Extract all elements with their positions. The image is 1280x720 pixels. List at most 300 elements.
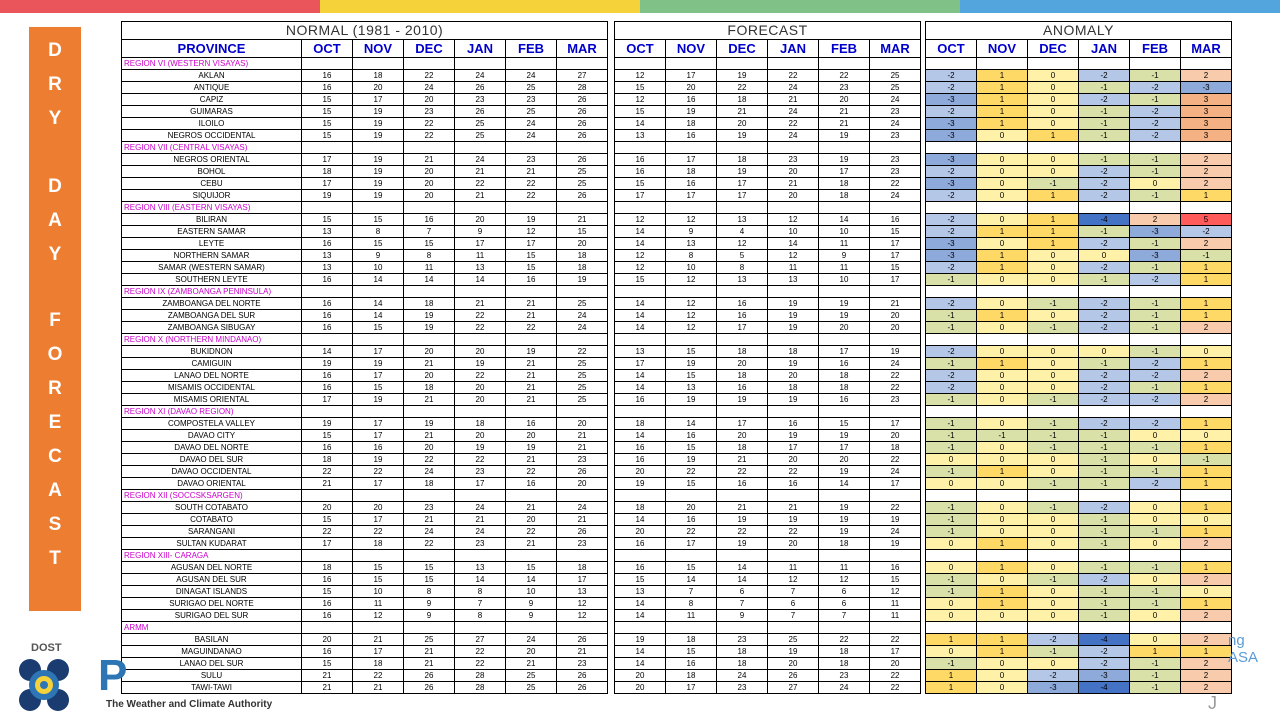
forecast-cell: 17 bbox=[717, 178, 768, 190]
anomaly-cell: 0 bbox=[926, 538, 977, 550]
normal-cell: 26 bbox=[557, 118, 608, 130]
anomaly-cell: -1 bbox=[1079, 538, 1130, 550]
anomaly-cell: 1 bbox=[1028, 214, 1079, 226]
forecast-cell: 11 bbox=[768, 562, 819, 574]
empty-cell bbox=[1028, 622, 1079, 634]
empty-cell bbox=[455, 286, 506, 298]
anomaly-cell: -2 bbox=[926, 226, 977, 238]
table-row bbox=[926, 130, 1232, 142]
table-row bbox=[926, 538, 1232, 550]
forecast-cell: 21 bbox=[819, 118, 870, 130]
table-row bbox=[926, 430, 1232, 442]
normal-cell: 18 bbox=[353, 70, 404, 82]
anomaly-cell: 0 bbox=[1130, 634, 1181, 646]
normal-cell: 28 bbox=[455, 670, 506, 682]
banner-letter: R bbox=[48, 74, 62, 95]
forecast-cell: 18 bbox=[768, 346, 819, 358]
normal-cell: 25 bbox=[557, 166, 608, 178]
anomaly-cell: -2 bbox=[1079, 94, 1130, 106]
forecast-cell: 14 bbox=[666, 418, 717, 430]
forecast-cell: 20 bbox=[768, 454, 819, 466]
forecast-cell: 20 bbox=[615, 526, 666, 538]
table-row bbox=[122, 454, 608, 466]
forecast-cell: 20 bbox=[768, 190, 819, 202]
normal-cell: 15 bbox=[353, 238, 404, 250]
forecast-cell: 16 bbox=[666, 178, 717, 190]
anomaly-cell: 0 bbox=[1079, 346, 1130, 358]
forecast-cell: 13 bbox=[615, 130, 666, 142]
forecast-cell: 18 bbox=[768, 382, 819, 394]
forecast-cell: 17 bbox=[615, 358, 666, 370]
anomaly-cell: -1 bbox=[926, 502, 977, 514]
empty-cell bbox=[1079, 622, 1130, 634]
anomaly-cell: 0 bbox=[1028, 466, 1079, 478]
normal-cell: 16 bbox=[302, 274, 353, 286]
normal-cell: 22 bbox=[404, 454, 455, 466]
forecast-cell: 19 bbox=[819, 130, 870, 142]
anomaly-cell: -1 bbox=[1130, 166, 1181, 178]
forecast-cell: 20 bbox=[717, 118, 768, 130]
normal-cell: 18 bbox=[557, 262, 608, 274]
anomaly-cell: 0 bbox=[977, 154, 1028, 166]
forecast-cell: 19 bbox=[819, 466, 870, 478]
anomaly-cell: 1 bbox=[977, 634, 1028, 646]
province-name: SOUTH COTABATO bbox=[122, 502, 302, 514]
anomaly-cell: -1 bbox=[1079, 274, 1130, 286]
empty-cell bbox=[977, 622, 1028, 634]
forecast-cell: 22 bbox=[870, 502, 921, 514]
anomaly-cell: -1 bbox=[1028, 394, 1079, 406]
forecast-cell: 17 bbox=[666, 154, 717, 166]
anomaly-cell: 0 bbox=[1028, 118, 1079, 130]
empty-cell bbox=[717, 406, 768, 418]
empty-cell bbox=[717, 334, 768, 346]
forecast-cell: 12 bbox=[717, 238, 768, 250]
anomaly-cell: -3 bbox=[926, 250, 977, 262]
normal-cell: 15 bbox=[353, 214, 404, 226]
normal-cell: 21 bbox=[302, 682, 353, 694]
anomaly-cell: 0 bbox=[1028, 358, 1079, 370]
forecast-cell: 14 bbox=[717, 574, 768, 586]
forecast-cell: 18 bbox=[819, 382, 870, 394]
anomaly-cell: 0 bbox=[1028, 382, 1079, 394]
normal-cell: 22 bbox=[506, 190, 557, 202]
empty-cell bbox=[926, 490, 977, 502]
empty-cell bbox=[1181, 622, 1232, 634]
forecast-cell: 17 bbox=[870, 238, 921, 250]
anomaly-cell: 1 bbox=[977, 94, 1028, 106]
table-title: FORECAST bbox=[615, 22, 921, 40]
table-row bbox=[615, 118, 921, 130]
forecast-cell: 4 bbox=[717, 226, 768, 238]
forecast-cell: 22 bbox=[666, 466, 717, 478]
forecast-cell: 18 bbox=[717, 646, 768, 658]
normal-cell: 17 bbox=[506, 238, 557, 250]
forecast-cell: 8 bbox=[666, 250, 717, 262]
forecast-cell: 18 bbox=[666, 634, 717, 646]
forecast-cell: 22 bbox=[870, 370, 921, 382]
normal-cell: 15 bbox=[302, 94, 353, 106]
normal-cell: 26 bbox=[557, 94, 608, 106]
table-row bbox=[615, 322, 921, 334]
province-name: GUIMARAS bbox=[122, 106, 302, 118]
normal-cell: 20 bbox=[455, 382, 506, 394]
table-row bbox=[926, 634, 1232, 646]
table-row bbox=[615, 178, 921, 190]
forecast-cell: 17 bbox=[870, 646, 921, 658]
normal-cell: 17 bbox=[353, 418, 404, 430]
forecast-cell: 15 bbox=[615, 574, 666, 586]
forecast-cell: 16 bbox=[870, 562, 921, 574]
empty-cell bbox=[870, 550, 921, 562]
empty-cell bbox=[1079, 406, 1130, 418]
top-color-stripe bbox=[0, 0, 1280, 13]
empty-cell bbox=[404, 406, 455, 418]
anomaly-cell: 2 bbox=[1181, 370, 1232, 382]
forecast-cell: 22 bbox=[819, 634, 870, 646]
anomaly-cell: 2 bbox=[1181, 634, 1232, 646]
forecast-cell: 18 bbox=[666, 118, 717, 130]
forecast-cell: 15 bbox=[819, 418, 870, 430]
anomaly-cell: 0 bbox=[1028, 586, 1079, 598]
forecast-cell: 12 bbox=[615, 250, 666, 262]
forecast-cell: 19 bbox=[615, 634, 666, 646]
forecast-cell: 20 bbox=[717, 430, 768, 442]
anomaly-cell: -1 bbox=[1079, 82, 1130, 94]
anomaly-cell: 1 bbox=[1181, 478, 1232, 490]
forecast-cell: 19 bbox=[768, 298, 819, 310]
province-name: COTABATO bbox=[122, 514, 302, 526]
forecast-cell: 13 bbox=[717, 214, 768, 226]
province-name: SULTAN KUDARAT bbox=[122, 538, 302, 550]
anomaly-cell: -2 bbox=[1130, 118, 1181, 130]
empty-cell bbox=[819, 406, 870, 418]
normal-cell: 22 bbox=[404, 118, 455, 130]
normal-cell: 22 bbox=[455, 370, 506, 382]
normal-cell: 21 bbox=[557, 442, 608, 454]
table-row bbox=[926, 394, 1232, 406]
forecast-cell: 20 bbox=[870, 430, 921, 442]
anomaly-cell: 1 bbox=[926, 670, 977, 682]
forecast-cell: 12 bbox=[615, 94, 666, 106]
anomaly-cell: 2 bbox=[1181, 178, 1232, 190]
normal-cell: 19 bbox=[506, 214, 557, 226]
normal-cell: 23 bbox=[404, 502, 455, 514]
province-name: EASTERN SAMAR bbox=[122, 226, 302, 238]
empty-cell bbox=[353, 406, 404, 418]
normal-cell: 15 bbox=[353, 562, 404, 574]
anomaly-cell: 2 bbox=[1181, 658, 1232, 670]
normal-cell: 17 bbox=[353, 430, 404, 442]
forecast-cell: 23 bbox=[870, 154, 921, 166]
table-row bbox=[926, 94, 1232, 106]
normal-cell: 9 bbox=[353, 250, 404, 262]
empty-cell bbox=[870, 142, 921, 154]
table-row bbox=[615, 442, 921, 454]
forecast-cell: 11 bbox=[819, 238, 870, 250]
forecast-cell: 24 bbox=[819, 682, 870, 694]
forecast-cell: 9 bbox=[819, 250, 870, 262]
table-row bbox=[926, 502, 1232, 514]
table-row bbox=[122, 394, 608, 406]
empty-cell bbox=[666, 490, 717, 502]
table-row bbox=[615, 274, 921, 286]
empty-cell bbox=[768, 490, 819, 502]
table-row bbox=[615, 562, 921, 574]
anomaly-cell: 0 bbox=[1028, 274, 1079, 286]
forecast-cell: 20 bbox=[870, 658, 921, 670]
anomaly-cell: -1 bbox=[926, 586, 977, 598]
forecast-cell: 19 bbox=[819, 514, 870, 526]
forecast-cell: 27 bbox=[768, 682, 819, 694]
empty-cell bbox=[819, 334, 870, 346]
forecast-cell: 12 bbox=[666, 214, 717, 226]
province-name: SOUTHERN LEYTE bbox=[122, 274, 302, 286]
banner-letter: S bbox=[48, 514, 62, 535]
anomaly-cell: -1 bbox=[1130, 154, 1181, 166]
forecast-cell: 17 bbox=[819, 346, 870, 358]
normal-cell: 13 bbox=[302, 262, 353, 274]
empty-cell bbox=[1079, 550, 1130, 562]
anomaly-cell: -1 bbox=[1130, 670, 1181, 682]
anomaly-cell: -2 bbox=[1181, 226, 1232, 238]
normal-cell: 21 bbox=[455, 166, 506, 178]
anomaly-cell: -1 bbox=[1079, 598, 1130, 610]
anomaly-cell: 0 bbox=[926, 646, 977, 658]
table-row bbox=[926, 382, 1232, 394]
table-row bbox=[615, 70, 921, 82]
normal-cell: 22 bbox=[353, 466, 404, 478]
forecast-cell: 6 bbox=[717, 586, 768, 598]
table-row bbox=[122, 154, 608, 166]
table-row bbox=[926, 598, 1232, 610]
forecast-cell: 21 bbox=[819, 106, 870, 118]
normal-cell: 8 bbox=[455, 610, 506, 622]
empty-cell bbox=[1079, 286, 1130, 298]
anomaly-cell: 1 bbox=[977, 118, 1028, 130]
anomaly-cell: 0 bbox=[977, 574, 1028, 586]
normal-cell: 25 bbox=[557, 298, 608, 310]
anomaly-cell: -2 bbox=[926, 262, 977, 274]
anomaly-cell: -1 bbox=[926, 322, 977, 334]
table-row bbox=[926, 82, 1232, 94]
forecast-cell: 20 bbox=[717, 358, 768, 370]
empty-cell bbox=[455, 622, 506, 634]
month-header: NOV bbox=[666, 40, 717, 58]
empty-cell bbox=[404, 334, 455, 346]
anomaly-cell: 0 bbox=[1028, 526, 1079, 538]
anomaly-cell: -2 bbox=[1130, 274, 1181, 286]
normal-cell: 23 bbox=[455, 94, 506, 106]
forecast-cell: 13 bbox=[666, 238, 717, 250]
forecast-cell: 16 bbox=[717, 478, 768, 490]
empty-cell bbox=[506, 622, 557, 634]
normal-cell: 26 bbox=[557, 190, 608, 202]
normal-cell: 17 bbox=[455, 478, 506, 490]
normal-cell: 12 bbox=[506, 226, 557, 238]
anomaly-cell: 0 bbox=[1028, 250, 1079, 262]
empty-cell bbox=[1181, 406, 1232, 418]
normal-cell: 16 bbox=[506, 478, 557, 490]
forecast-cell: 16 bbox=[615, 442, 666, 454]
empty-cell bbox=[1028, 142, 1079, 154]
province-name: ZAMBOANGA SIBUGAY bbox=[122, 322, 302, 334]
normal-cell: 15 bbox=[404, 574, 455, 586]
month-header: JAN bbox=[768, 40, 819, 58]
anomaly-cell: 1 bbox=[1028, 238, 1079, 250]
normal-cell: 21 bbox=[404, 514, 455, 526]
region-label: REGION X (NORTHERN MINDANAO) bbox=[122, 334, 302, 346]
anomaly-cell: -3 bbox=[926, 238, 977, 250]
normal-cell: 18 bbox=[455, 418, 506, 430]
table-row bbox=[926, 562, 1232, 574]
normal-cell: 17 bbox=[302, 538, 353, 550]
empty-cell bbox=[819, 490, 870, 502]
forecast-cell: 22 bbox=[768, 466, 819, 478]
normal-cell: 25 bbox=[557, 370, 608, 382]
anomaly-cell: -3 bbox=[926, 154, 977, 166]
normal-cell: 26 bbox=[557, 670, 608, 682]
empty-cell bbox=[455, 406, 506, 418]
forecast-cell: 23 bbox=[717, 634, 768, 646]
anomaly-cell: 0 bbox=[977, 454, 1028, 466]
normal-cell: 21 bbox=[506, 538, 557, 550]
anomaly-cell: 1 bbox=[1181, 190, 1232, 202]
anomaly-cell: -1 bbox=[1079, 610, 1130, 622]
table-row bbox=[926, 514, 1232, 526]
normal-cell: 16 bbox=[302, 322, 353, 334]
empty-cell bbox=[353, 334, 404, 346]
forecast-cell: 16 bbox=[666, 514, 717, 526]
empty-cell bbox=[666, 202, 717, 214]
anomaly-cell: -2 bbox=[926, 346, 977, 358]
normal-cell: 21 bbox=[506, 658, 557, 670]
table-row bbox=[615, 526, 921, 538]
anomaly-cell: 0 bbox=[977, 178, 1028, 190]
normal-cell: 24 bbox=[404, 526, 455, 538]
forecast-cell: 24 bbox=[768, 106, 819, 118]
anomaly-cell: 1 bbox=[1028, 190, 1079, 202]
table-title: NORMAL (1981 - 2010) bbox=[122, 22, 608, 40]
empty-cell bbox=[302, 58, 353, 70]
anomaly-cell: 0 bbox=[977, 682, 1028, 694]
pagasa-logo bbox=[14, 642, 304, 718]
table-row bbox=[615, 394, 921, 406]
normal-cell: 13 bbox=[302, 226, 353, 238]
normal-cell: 19 bbox=[353, 166, 404, 178]
anomaly-cell: 0 bbox=[1181, 346, 1232, 358]
anomaly-cell: -2 bbox=[1079, 238, 1130, 250]
normal-cell: 23 bbox=[557, 454, 608, 466]
table-row bbox=[122, 274, 608, 286]
anomaly-cell: 0 bbox=[1028, 94, 1079, 106]
anomaly-cell: 1 bbox=[1181, 274, 1232, 286]
forecast-table bbox=[614, 21, 921, 694]
anomaly-cell: -1 bbox=[1028, 178, 1079, 190]
normal-cell: 11 bbox=[353, 598, 404, 610]
forecast-cell: 20 bbox=[768, 538, 819, 550]
anomaly-cell: -1 bbox=[1130, 658, 1181, 670]
normal-cell: 18 bbox=[302, 562, 353, 574]
empty-cell bbox=[1028, 202, 1079, 214]
forecast-cell: 18 bbox=[819, 646, 870, 658]
empty-cell bbox=[977, 286, 1028, 298]
normal-cell: 24 bbox=[506, 634, 557, 646]
table-row bbox=[122, 526, 608, 538]
forecast-cell: 16 bbox=[666, 658, 717, 670]
normal-cell: 20 bbox=[557, 418, 608, 430]
forecast-cell: 19 bbox=[717, 394, 768, 406]
forecast-cell: 21 bbox=[870, 298, 921, 310]
normal-cell: 11 bbox=[455, 250, 506, 262]
anomaly-cell: 0 bbox=[1181, 586, 1232, 598]
forecast-cell: 12 bbox=[870, 586, 921, 598]
forecast-cell: 25 bbox=[870, 70, 921, 82]
normal-cell: 13 bbox=[302, 250, 353, 262]
forecast-cell: 18 bbox=[666, 670, 717, 682]
forecast-cell: 15 bbox=[615, 82, 666, 94]
normal-cell: 23 bbox=[557, 538, 608, 550]
normal-cell: 21 bbox=[557, 514, 608, 526]
normal-cell: 17 bbox=[302, 178, 353, 190]
forecast-cell: 12 bbox=[615, 214, 666, 226]
forecast-cell: 15 bbox=[870, 574, 921, 586]
province-name: CEBU bbox=[122, 178, 302, 190]
normal-cell: 23 bbox=[455, 466, 506, 478]
table-row bbox=[926, 106, 1232, 118]
table-row bbox=[926, 370, 1232, 382]
forecast-cell: 15 bbox=[666, 646, 717, 658]
normal-cell: 23 bbox=[557, 658, 608, 670]
normal-cell: 21 bbox=[404, 154, 455, 166]
normal-cell: 20 bbox=[404, 370, 455, 382]
normal-cell: 20 bbox=[353, 82, 404, 94]
normal-cell: 14 bbox=[455, 274, 506, 286]
anomaly-cell: -1 bbox=[1028, 298, 1079, 310]
anomaly-cell: 0 bbox=[977, 322, 1028, 334]
empty-cell bbox=[1079, 142, 1130, 154]
normal-cell: 15 bbox=[302, 514, 353, 526]
region-label: ARMM bbox=[122, 622, 302, 634]
anomaly-cell: -1 bbox=[1130, 298, 1181, 310]
empty-cell bbox=[819, 622, 870, 634]
anomaly-cell: -2 bbox=[926, 370, 977, 382]
table-row bbox=[122, 370, 608, 382]
anomaly-cell: -1 bbox=[1079, 586, 1130, 598]
forecast-cell: 17 bbox=[666, 70, 717, 82]
table-row bbox=[615, 454, 921, 466]
normal-cell: 16 bbox=[302, 310, 353, 322]
empty-cell bbox=[1181, 550, 1232, 562]
anomaly-cell: 0 bbox=[1028, 610, 1079, 622]
province-name: NEGROS ORIENTAL bbox=[122, 154, 302, 166]
table-row bbox=[926, 166, 1232, 178]
anomaly-cell: 0 bbox=[1130, 514, 1181, 526]
empty-cell bbox=[717, 142, 768, 154]
forecast-cell: 15 bbox=[615, 106, 666, 118]
forecast-cell: 23 bbox=[870, 106, 921, 118]
region-label: REGION XII (SOCCSKSARGEN) bbox=[122, 490, 302, 502]
normal-cell: 8 bbox=[404, 586, 455, 598]
normal-cell: 21 bbox=[404, 394, 455, 406]
normal-cell: 21 bbox=[506, 298, 557, 310]
empty-cell bbox=[404, 58, 455, 70]
normal-cell: 17 bbox=[302, 394, 353, 406]
table-row bbox=[615, 154, 921, 166]
region-label: REGION VI (WESTERN VISAYAS) bbox=[122, 58, 302, 70]
banner-letter: E bbox=[48, 412, 62, 433]
table-row bbox=[926, 70, 1232, 82]
